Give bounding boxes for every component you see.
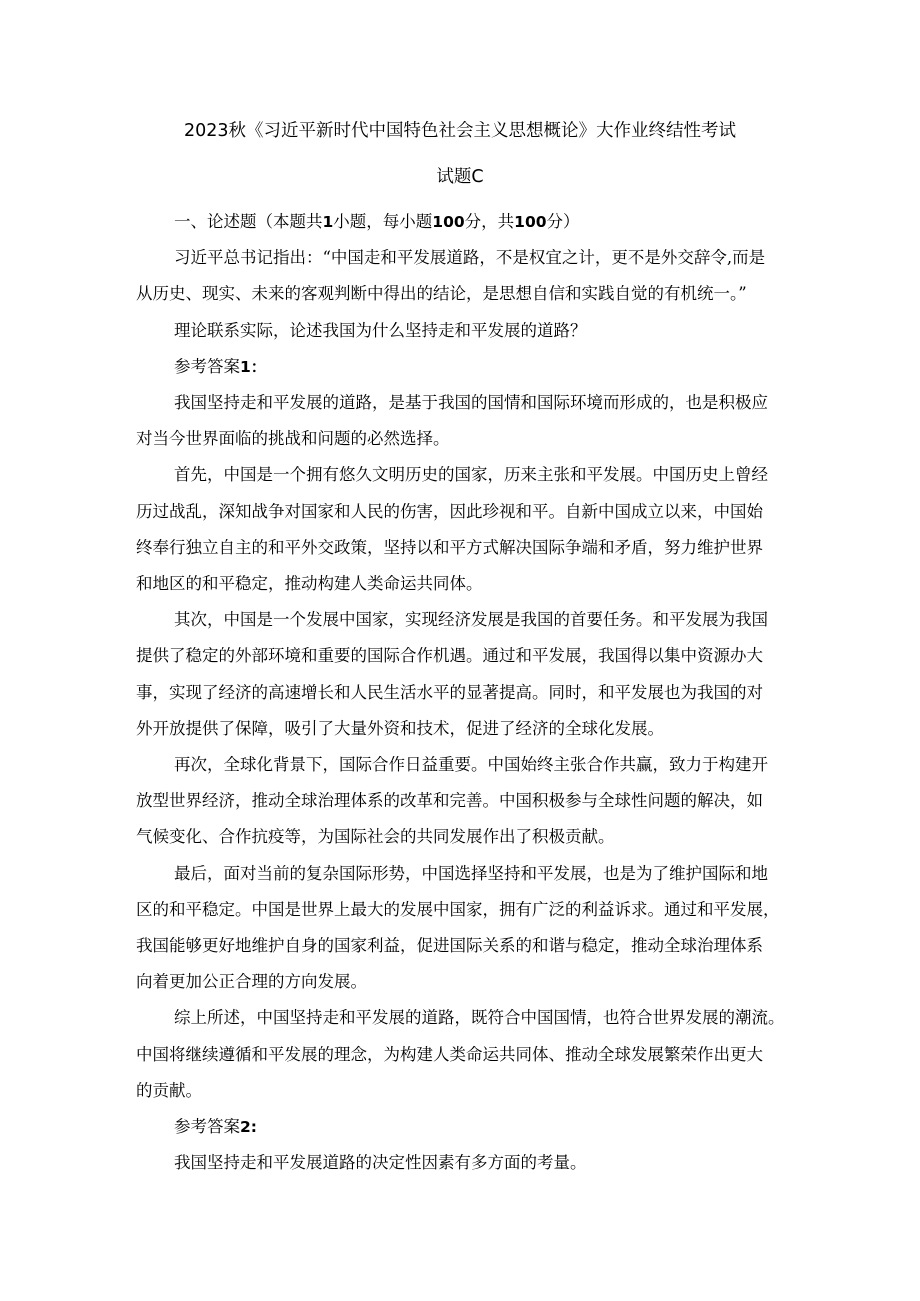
paragraph-line: 再次，全球化背景下，国际合作日益重要。中国始终主张合作共赢，致力于构建开	[174, 755, 768, 775]
paragraph-line: 对当今世界面临的挑战和问题的必然选择。	[136, 429, 450, 449]
answer1-paragraph	[136, 385, 790, 457]
heading-mid1: 小题，每小题	[333, 212, 433, 231]
heading-total-score: 100	[514, 213, 547, 231]
document-subtitle: 试题C	[436, 167, 484, 187]
paragraph-line: 我国坚持走和平发展的道路，是基于我国的国情和国际环境而形成的，也是积极应	[174, 393, 768, 413]
answer1-content	[136, 385, 790, 1109]
paragraph-line: 区的和平稳定。中国是世界上最大的发展中国家，拥有广泛的利益诉求。通过和平发展，	[136, 899, 780, 919]
answer1-paragraph	[136, 457, 790, 602]
paragraph-line: 和地区的和平稳定，推动构建人类命运共同体。	[136, 574, 483, 594]
paragraph-line: 终奉行独立自主的和平外交政策，坚持以和平方式解决国际争端和矛盾，努力维护世界	[136, 537, 763, 557]
paragraph-line: 历过战乱，深知战争对国家和人民的伤害，因此珍视和平。自新中国成立以来，中国始	[136, 501, 763, 521]
paragraph-line: 气候变化、合作抗疫等，为国际社会的共同发展作出了积极贡献。	[136, 827, 615, 847]
section-heading	[170, 204, 790, 240]
paragraph-line: 的贡献。	[136, 1080, 202, 1100]
paragraph-line: 外开放提供了保障，吸引了大量外资和技术，促进了经济的全球化发展。	[136, 718, 664, 738]
paragraph-line: 向着更加公正合理的方向发展。	[136, 972, 367, 992]
answer2-heading	[170, 1109, 790, 1145]
answer1-heading	[170, 349, 790, 385]
document-title: 2023秋《习近平新时代中国特色社会主义思想概论》大作业终结性考试	[183, 121, 737, 141]
answer1-number: 1：	[240, 357, 267, 376]
question-text: 理论联系实际，论述我国为什么坚持走和平发展的道路？	[174, 320, 587, 340]
quote-paragraph	[136, 240, 790, 312]
answer1-paragraph	[136, 856, 790, 1001]
paragraph-line: 事，实现了经济的高速增长和人民生活水平的显著提高。同时，和平发展也为我国的对	[136, 682, 763, 702]
heading-count: 1	[322, 213, 334, 231]
answer2-label: 参考答案	[174, 1117, 240, 1137]
heading-prefix: 一、论述题（本题共	[174, 212, 323, 231]
paragraph-line: 其次，中国是一个发展中国家，实现经济发展是我国的首要任务。和平发展为我国	[174, 610, 768, 630]
answer1-label: 参考答案	[174, 356, 240, 376]
answer1-paragraph	[136, 1000, 790, 1109]
paragraph-line: 中国将继续遵循和平发展的理念，为构建人类命运共同体、推动全球发展繁荣作出更大	[136, 1044, 763, 1064]
paragraph-line: 我国能够更好地维护自身的国家利益，促进国际关系的和谐与稳定，推动全球治理体系	[136, 936, 763, 956]
paragraph-line: 综上所述，中国坚持走和平发展的道路，既符合中国国情，也符合世界发展的潮流。	[174, 1008, 785, 1028]
answer1-paragraph	[136, 747, 790, 856]
quote-line: 从历史、现实、未来的客观判断中得出的结论，是思想自信和实践自觉的有机统一。”	[136, 284, 747, 304]
answer1-paragraph	[136, 602, 790, 747]
paragraph-line: 首先，中国是一个拥有悠久文明历史的国家，历来主张和平发展。中国历史上曾经	[174, 465, 768, 485]
answer2-first-paragraph: 我国坚持走和平发展道路的决定性因素有多方面的考量。	[174, 1153, 587, 1173]
heading-mid2: 分，共	[464, 212, 515, 231]
paragraph-line: 提供了稳定的外部环境和重要的国际合作机遇。通过和平发展，我国得以集中资源办大	[136, 646, 763, 666]
paragraph-line: 放型世界经济，推动全球治理体系的改革和完善。中国积极参与全球性问题的解决，如	[136, 791, 763, 811]
heading-suffix: 分）	[546, 212, 580, 231]
quote-line: 习近平总书记指出：“中国走和平发展道路，不是权宜之计，更不是外交辞令,而是	[174, 248, 766, 268]
document-body	[136, 204, 790, 1181]
answer2-number: 2:	[240, 1118, 257, 1137]
paragraph-line: 最后，面对当前的复杂国际形势，中国选择坚持和平发展，也是为了维护国际和地	[174, 863, 768, 883]
heading-each-score: 100	[432, 213, 465, 231]
